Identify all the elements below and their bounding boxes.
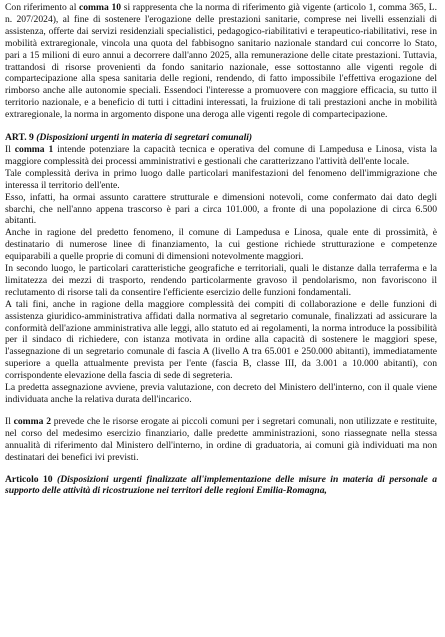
intro-text: Con riferimento al [5, 2, 79, 13]
art10-heading-title: (Disposizioni urgenti finalizzate all'implementazione delle misure in materia di personale a supporto delle attività di ricostruzione nei territori delle regioni Emilia-Romagna, [5, 473, 437, 497]
art9-p1-text-cont: intende potenziare la capacità tecnica e operativa del comune di Lampedusa e Linosa, vista la maggiore complessità dei processi amministrativi e gestionali che caratterizzano l'attività dell'ente locale. [5, 143, 437, 167]
art9-paragraph-5: In secondo luogo, le particolari caratteristiche geografiche e territoriali, quali le distanze dalla terraferma e la limitatezza dei mezzi di trasporto, rendendo particolarmente gravoso il pendolarismo, non favoriscono il reclutamento di risorse tali da consentire l'efficiente esercizio delle funzioni fondamentali. [5, 263, 437, 298]
art9-paragraph-6: A tali fini, anche in ragione della maggiore complessità dei compiti di collaborazione e delle funzioni di assistenza giuridico-amministrativa affidati dalla normativa al segretario comunale, finalizzati ad assicurare la conformità dell'azione amministrativa alle leggi, allo statuto ed ai regolamenti, la norma introduce la possibilità per il sindaco di richiedere, con istanza motivata in ordine alla capacità di sostenere le maggiori spese, l'assegnazione di un segretario comunale di fascia A (livello A tra 65.001 e 250.000 abitanti), immediatamente superiore a quella attualmente prevista per l'ente (fascia B, classe III, da 3.001 a 10.000 abitanti), con corrispondente elevazione della fascia di sede di segreteria. [5, 298, 437, 382]
art9-paragraph-3: Esso, infatti, ha ormai assunto carattere strutturale e dimensioni notevoli, come confermato dai dato degli sbarchi, che nell'anno appena trascorso è pari a circa 101.000, a fronte di una popolazione di circa 6.500 abitanti. [5, 191, 437, 227]
intro-text-cont: si rappresenta che la norma di riferimento già vigente (articolo 1, comma 365, L. n. 207/2024), al fine di sostenere l'erogazione delle prestazioni sanitarie, comprese nei livelli essenziali di assistenza, offerte dai servizi residenziali specialistici, pedagogico-riabilitativi e terapeutico-riabilitativi, rese in mobilità extraregionale, vincola una quota del fabbisogno sanitario nazionale standard cui concorre lo Stato, pari a 15 milioni di euro annui a decorrere dall'anno 2025, alla remunerazione delle citate prestazioni. Tuttavia, trattandosi di risorse provenienti da fondo sanitario nazionale, esse sottostanno alle vigenti regole di compartecipazione alla spesa sanitaria delle regioni, rendendo, di fatto impossibile l'effettiva erogazione del rimborso anche alle autonomie speciali. Essendoci l'interesse a promuovere con maggiore efficacia, su tutto il territorio nazionale, e a beneficio di tutti i cittadini interessati, la fruizione di tali prestazioni anche in mobilità extraregionale, la norma in argomento dispone una deroga alle vigenti regole di compartecipazione. [5, 2, 437, 121]
art10-heading [5, 474, 437, 498]
art9-heading-number: ART. 9 [5, 132, 37, 144]
art9-heading-title: (Disposizioni urgenti in materia di segretari comunali) [36, 132, 253, 144]
art9-paragraph-8 [5, 416, 437, 464]
intro-comma-ref: comma 10 [79, 2, 122, 13]
art9-paragraph-7: La predetta assegnazione avviene, previa valutazione, con decreto del Ministero dell'interno, con il quale viene individuata anche la relativa durata dell'incarico. [5, 382, 437, 405]
art9-comma1-ref: comma 1 [14, 143, 54, 155]
art9-p8-text: Il [5, 415, 14, 427]
art9-paragraph-2: Tale complessità deriva in primo luogo dalle particolari manifestazioni del fenomeno dell'immigrazione che interessa il territorio dell'ente. [5, 167, 437, 191]
art9-p1-text: Il [5, 143, 15, 155]
art9-p8-text-cont: prevede che le risorse erogate ai piccoli comuni per i segretari comunali, non utilizzate e restituite, nel corso del medesimo esercizio finanziario, dalle predette amministrazioni, sono riassegnate nella stessa annualità di riferimento dal Ministero dell'interno, in ordine di graduatoria, ai comuni già individuati ma non destinatari dei benefici ivi previsti. [5, 415, 437, 463]
art9-comma2-ref: comma 2 [13, 415, 51, 427]
art9-heading [5, 132, 437, 144]
intro-paragraph [5, 2, 437, 121]
art10-heading-number: Articolo 10 [5, 473, 53, 485]
art9-paragraph-1 [5, 144, 437, 168]
art9-paragraph-4: Anche in ragione del predetto fenomeno, il comune di Lampedusa e Linosa, quale ente di prossimità, è destinatario di numerose linee di finanziamento, la cui gestione richiede strutturazione e competenze equiparabili a quelle proprie di comuni di dimensioni notevolmente maggiori. [5, 227, 437, 263]
